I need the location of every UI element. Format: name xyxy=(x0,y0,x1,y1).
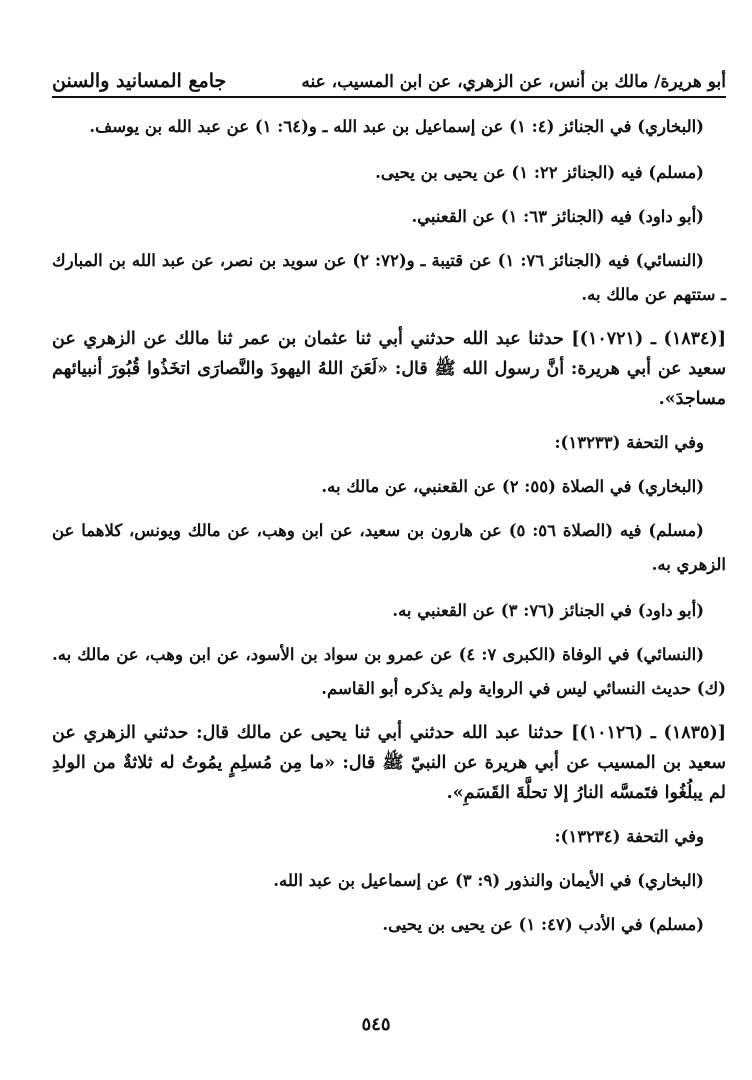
page-body xyxy=(52,110,726,952)
source-paragraph: (النسائي) في الوفاة (الكبرى ٧: ٤) عن عمرو بن سواد بن الأسود، عن ابن وهب، عن مالك به. (ك) حديث النسائي ليس في الرواية ولم يذكره أبو القاسم. xyxy=(52,645,726,698)
tuhfa-reference: وفي التحفة (١٣٢٣٣): xyxy=(554,433,704,452)
header-chapter-title: أبو هريرة/ مالك بن أنس، عن الزهري، عن ابن المسيب، عنه xyxy=(301,72,726,92)
source-paragraph: (مسلم) فيه (الصلاة ٥٦: ٥) عن هارون بن سعيد، عن ابن وهب، عن مالك ويونس، كلاهما عن الزهري به. xyxy=(52,521,726,574)
source-paragraph: (البخاري) في الأيمان والنذور (٩: ٣) عن إسماعيل بن عبد الله. xyxy=(273,871,704,890)
source-paragraph: (أبو داود) في الجنائز (٧٦: ٣) عن القعنبي به. xyxy=(392,601,704,620)
source-paragraph: (مسلم) فيه (الجنائز ٢٢: ١) عن يحيى بن يحيى. xyxy=(375,163,704,182)
page-number: ٥٤٥ xyxy=(361,1014,391,1035)
tuhfa-reference: وفي التحفة (١٣٢٣٤): xyxy=(554,827,704,846)
source-paragraph: (النسائي) فيه (الجنائز ٧٦: ١) عن قتيبة ـ و(٧٢: ٢) عن سويد بن نصر، عن عبد الله بن المبارك ـ ستتهم عن مالك به. xyxy=(52,251,726,304)
hadith-paragraph: [(١٨٣٤) ـ (١٠٧٢١)] حدثنا عبد الله حدثني أبي ثنا عثمان بن عمر ثنا مالك عن الزهري عن سعيد عن أبي هريرة: أنَّ رسول الله ﷺ قال: «لَعَنَ اللهُ اليهودَ والنَّصارَى اتخَذُوا قُبُورَ أنبيائهم مساجدَ». xyxy=(52,329,726,409)
source-paragraph: (البخاري) في الصلاة (٥٥: ٢) عن القعنبي، عن مالك به. xyxy=(321,477,704,496)
hadith-paragraph: [(١٨٣٥) ـ (١٠١٢٦)] حدثنا عبد الله حدثني أبي ثنا يحيى عن مالك قال: حدثني الزهري عن سعيد بن المسيب عن أبي هريرة عن النبيّ ﷺ قال: «ما مِن مُسلِمٍ يمُوتُ له ثلاثةٌ من الولدِ لم يبلُغُوا فتَمسَّه النارُ إلا تحلَّةَ القَسَمِ». xyxy=(52,723,726,803)
source-paragraph: (أبو داود) فيه (الجنائز ٦٣: ١) عن القعنبي. xyxy=(411,207,704,226)
source-paragraph: (مسلم) في الأدب (٤٧: ١) عن يحيى بن يحيى. xyxy=(382,915,704,934)
source-paragraph: (البخاري) في الجنائز (٤: ١) عن إسماعيل بن عبد الله ـ و(٦٤: ١) عن عبد الله بن يوسف. xyxy=(89,117,704,136)
header-book-title: جامع المسانيد والسنن xyxy=(52,70,227,92)
running-header xyxy=(52,58,726,98)
